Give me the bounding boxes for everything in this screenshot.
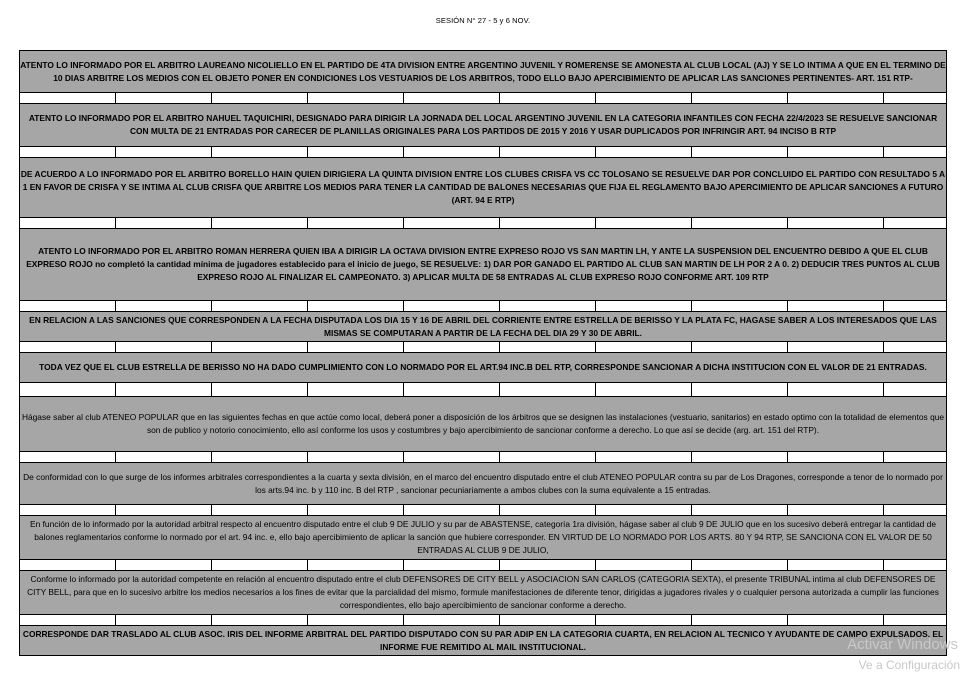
resolution-text: ATENTO LO INFORMADO POR EL ARBITRO ROMAN HERRERA QUIEN IBA A DIRIGIR LA OCTAVA DIVISION ENTRE EXPRESO ROJO VS SAN MARTIN LH, Y ANTE LA SUSPENSION DEL ENCUENTRO DEBIDO A QUE EL CLUB EXPRESO ROJO no completó la cantidad mínima de jugadores establecido para el inicio de juego, SE RESUELVE: 1) DAR POR GANADO EL PARTIDO AL CLUB SAN MARTIN DE LH POR 2 A 0. 2) DEDUCIR TRES PUNTOS AL CLUB EXPRESO ROJO AL FINALIZAR EL CAMPEONATO. 3) APLICAR MULTA DE 58 ENTRADAS AL CLUB EXPRESO ROJO CONFORME ART. 109 RTP — [20, 229, 947, 301]
table-row — [20, 571, 947, 615]
resolution-text: EN RELACION A LAS SANCIONES QUE CORRESPONDEN A LA FECHA DISPUTADA LOS DIA 15 Y 16 DE ABRIL DEL CORRIENTE ENTRE ESTRELLA DE BERISSO Y LA PLATA FC, HAGASE SABER A LOS INTERESADOS QUE LAS MISMAS SE COMPUTARAN A PARTIR DE LA FECHA DEL DIA 29 Y 30 DE ABRIL. — [20, 312, 947, 342]
spacer-row — [20, 342, 947, 353]
table-row — [20, 104, 947, 147]
spacer-row — [20, 93, 947, 104]
spacer-row — [20, 383, 947, 397]
spacer-row — [20, 505, 947, 516]
resolution-text: Hágase saber al club ATENEO POPULAR que en las siguientes fechas en que actúe como local, deberá poner a disposición de los árbitros que se designen las instalaciones (vestuario, sanitarios) en estado optimo con la totalidad de elementos que son de publico y notorio conocimiento, ello así conforme los usos y costumbres y bajo apercibimiento de sancionar conforme a derecho. Lo que así se decide (arg. art. 151 del RTP). — [20, 397, 947, 452]
table-row — [20, 158, 947, 218]
resolution-text: De conformidad con lo que surge de los informes arbitrales correspondientes a la cuarta y sexta división, en el marco del encuentro disputado entre el club ATENEO POPULAR contra su par de Los Dragones, corresponde a tenor de lo normado por los arts.94 inc. b y 110 inc. B del RTP , sancionar pecuniariamente a ambos clubes con la suma equivalente a 15 entradas. — [20, 463, 947, 505]
spacer-row — [20, 218, 947, 229]
table-row — [20, 397, 947, 452]
resolutions-table — [19, 50, 947, 656]
resolution-text: ATENTO LO INFORMADO POR EL ARBITRO LAUREANO NICOLIELLO EN EL PARTIDO DE 4TA DIVISION ENTRE ARGENTINO JUVENIL Y ROMERENSE SE AMONESTA AL CLUB LOCAL (AJ) Y SE LO INTIMA A QUE EN EL TERMINO DE 10 DIAS ARBITRE LOS MEDIOS CON EL OBJETO PONER EN CONDICIONES LOS VESTUARIOS DE LOS ARBITROS, TODO ELLO BAJO APERCIBIMIENTO DE APLICAR LAS SANCIONES PERTINENTES- ART. 151 RTP- — [20, 51, 947, 93]
activation-watermark-subtitle: Ve a Configuración — [858, 658, 960, 672]
spacer-row — [20, 452, 947, 463]
resolution-text: ATENTO LO INFORMADO POR EL ARBITRO NAHUEL TAQUICHIRI, DESIGNADO PARA DIRIGIR LA JORNADA DEL LOCAL ARGENTINO JUVENIL EN LA CATEGORIA INFANTILES CON FECHA 22/4/2023 SE RESUELVE SANCIONAR CON MULTA DE 21 ENTRADAS POR CARECER DE PLANILLAS ORIGINALES PARA LOS PARTIDOS DE 2015 Y 2016 Y USAR DUPLICADOS POR INFRINGIR ART. 94 INCISO B RTP — [20, 104, 947, 147]
spacer-row — [20, 301, 947, 312]
resolution-text: DE ACUERDO A LO INFORMADO POR EL ARBITRO BORELLO HAIN QUIEN DIRIGIERA LA QUINTA DIVISION ENTRE LOS CLUBES CRISFA VS CC TOLOSANO SE RESUELVE DAR POR CONCLUIDO EL PARTIDO CON RESULTADO 5 A 1 EN FAVOR DE CRISFA Y SE INTIMA AL CLUB CRISFA QUE ARBITRE LOS MEDIOS PARA TENER LA CANTIDAD DE BALONES NECESARIAS QUE FIJA EL REGLAMENTO BAJO APERCIMIENTO DE APLICAR SANCIONES A FUTURO (ART. 94 E RTP) — [20, 158, 947, 218]
spacer-row — [20, 615, 947, 626]
resolution-text: TODA VEZ QUE EL CLUB ESTRELLA DE BERISSO NO HA DADO CUMPLIMIENTO CON LO NORMADO POR EL ART.94 INC.B DEL RTP, CORRESPONDE SANCIONAR A DICHA INSTITUCION CON EL VALOR DE 21 ENTRADAS. — [20, 353, 947, 383]
table-row — [20, 51, 947, 93]
resolution-text: CORRESPONDE DAR TRASLADO AL CLUB ASOC. IRIS DEL INFORME ARBITRAL DEL PARTIDO DISPUTADO CON SU PAR ADIP EN LA CATEGORIA CUARTA, EN RELACION AL TECNICO Y AYUDANTE DE CAMPO EXPULSADOS. EL INFORME FUE REMITIDO AL MAIL INSTITUCIONAL. — [20, 626, 947, 656]
table-row — [20, 312, 947, 342]
table-row — [20, 626, 947, 656]
resolution-text: En función de lo informado por la autoridad arbitral respecto al encuentro disputado entre el club 9 DE JULIO y su par de ABASTENSE, categoría 1ra división, hágase saber al club 9 DE JULIO que en los sucesivo deberá entregar la cantidad de balones reglamentarios conforme lo normado por el art. 94 inc. e, ello bajo apercibimiento de aplicar la sanción que hubiere corresponder. EN VIRTUD DE LO NORMADO POR LOS ARTS. 80 Y 94 RTP, SE SANCIONA CON EL VALOR DE 50 ENTRADAS AL CLUB 9 DE JULIO, — [20, 516, 947, 560]
resolution-text: Conforme lo informado por la autoridad competente en relación al encuentro disputado entre el club DEFENSORES DE CITY BELL y ASOCIACION SAN CARLOS (CATEGORIA SEXTA), el presente TRIBUNAL intima al club DEFENSORES DE CITY BELL, para que en lo sucesivo arbitre los medios necesarios a los fines de evitar que la parcialidad del mismo, formule manifestaciones de diferente tenor, dirigidas a jugadores rivales y o cualquier persona autorizada a cumplir las funciones correspondientes, ello bajo apercibimiento de sancionar conforme a derecho. — [20, 571, 947, 615]
spacer-row — [20, 147, 947, 158]
activation-watermark-title: Activar Windows — [847, 636, 958, 653]
table-row — [20, 353, 947, 383]
spacer-row — [20, 560, 947, 571]
table-row — [20, 229, 947, 301]
table-row — [20, 463, 947, 505]
table-row — [20, 516, 947, 560]
session-title: SESIÓN N° 27 - 5 y 6 NOV. — [435, 16, 531, 25]
